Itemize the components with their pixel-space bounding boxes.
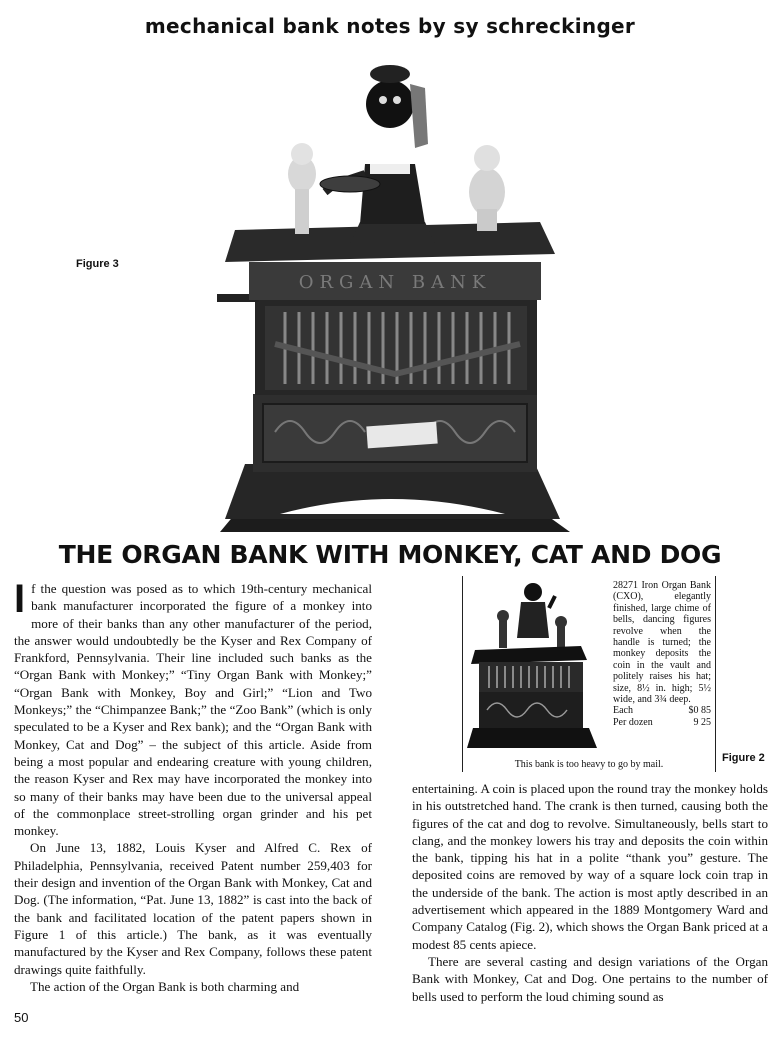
ad-price-dozen (613, 717, 711, 728)
paragraph: The action of the Organ Bank is both charming and (30, 978, 300, 994)
catalog-advertisement (462, 576, 716, 772)
paragraph-text: f the question was posed as to which 19th-century mechanical bank manufacturer incorporated the figure of a monkey into more of their banks than any other manufacturer of the period, the answer would undoubtedly be the Kyser and Rex Company of Frankford, Pennsylvania. Their line included such banks as the “Organ Bank with Monkey;” “Tiny Organ Bank with Monkey;” “Organ Bank with Monkey, Boy and Girl;” “Lion and Two Monkeys;” the “Chimpanzee Bank;” the “Zoo Bank” (which is only speculated to be a Kyser and Rex bank); and the “Organ Bank with Monkey, Cat and Dog” – the subject of this article. Aside from being a most popular and endearing creature with young children, the reason Kyser and Rex may have incorporated the monkey into so many of their banks may have been due to the universal appeal of the commonplace street-strolling organ grinder and his pet monkey. (14, 581, 372, 839)
ad-bank-illustration (465, 578, 609, 756)
page-number: 50 (14, 1010, 29, 1025)
price-value: 9 25 (693, 716, 711, 728)
price-value: $0 85 (688, 705, 711, 717)
figure-2-label: Figure 2 (722, 752, 765, 764)
paragraph (14, 577, 372, 839)
article-column-2 (412, 780, 768, 1005)
paragraph: There are several casting and design variations of the Organ Bank with Monkey, Cat and Dog. One pertains to the number of bells used to perform the loud chiming sound as (412, 953, 768, 1004)
figure-3-label: Figure 3 (76, 258, 119, 270)
ad-caption: This bank is too heavy to go by mail. (514, 759, 664, 770)
price-label: Per dozen (613, 716, 653, 728)
price-label: Each (613, 705, 633, 717)
organ-bank-photo (215, 44, 575, 534)
article-title: THE ORGAN BANK WITH MONKEY, CAT AND DOG (58, 540, 722, 569)
ad-body: 28271 Iron Organ Bank (CXO), elegantly finished, large chime of bells, dancing figures revolve when the handle is turned; the monkey deposits the coin in the vault and politely raises his hat; size, 8½ in. high; 5½ wide, and 3¾ deep. (613, 580, 711, 706)
page-header: mechanical bank notes by sy schreckinger (144, 14, 636, 38)
paragraph: entertaining. A coin is placed upon the round tray the monkey holds in his outstretched hand. The crank is then turned, causing both the figures of the cat and dog to revolve. Simultaneously, bells start to clang, and the monkey lowers his tray and deposits the coin within the bank, tipping his hat in a polite “thank you” gesture. The deposited coins are removed by way of a square lock coin trap in the underside of the bank. The action is most aptly described in an advertisement which appeared in the 1889 Montgomery Ward and Company Catalog (Fig. 2), which shows the Organ Bank priced at a modest 85 cents apiece. (412, 781, 768, 952)
bank-lettering: ORGAN BANK (298, 272, 492, 293)
paragraph: On June 13, 1882, Louis Kyser and Alfred C. Rex of Philadelphia, Pennsylvania, received Patent number 259,403 for their design and invention of the Organ Bank with Monkey, Cat and Dog. (The information, “Pat. June 13, 1882” is cast into the back of the bank and facilitated location of the patent papers shown in Figure 1 of this article.) The bank, as it was eventually manufactured by the Kyser and Rex Company, follows these patent drawings quite faithfully. (14, 840, 372, 977)
article-column-1 (14, 577, 372, 995)
drop-cap: I (14, 577, 26, 621)
ad-price-each (613, 705, 711, 716)
ad-description (613, 580, 711, 728)
